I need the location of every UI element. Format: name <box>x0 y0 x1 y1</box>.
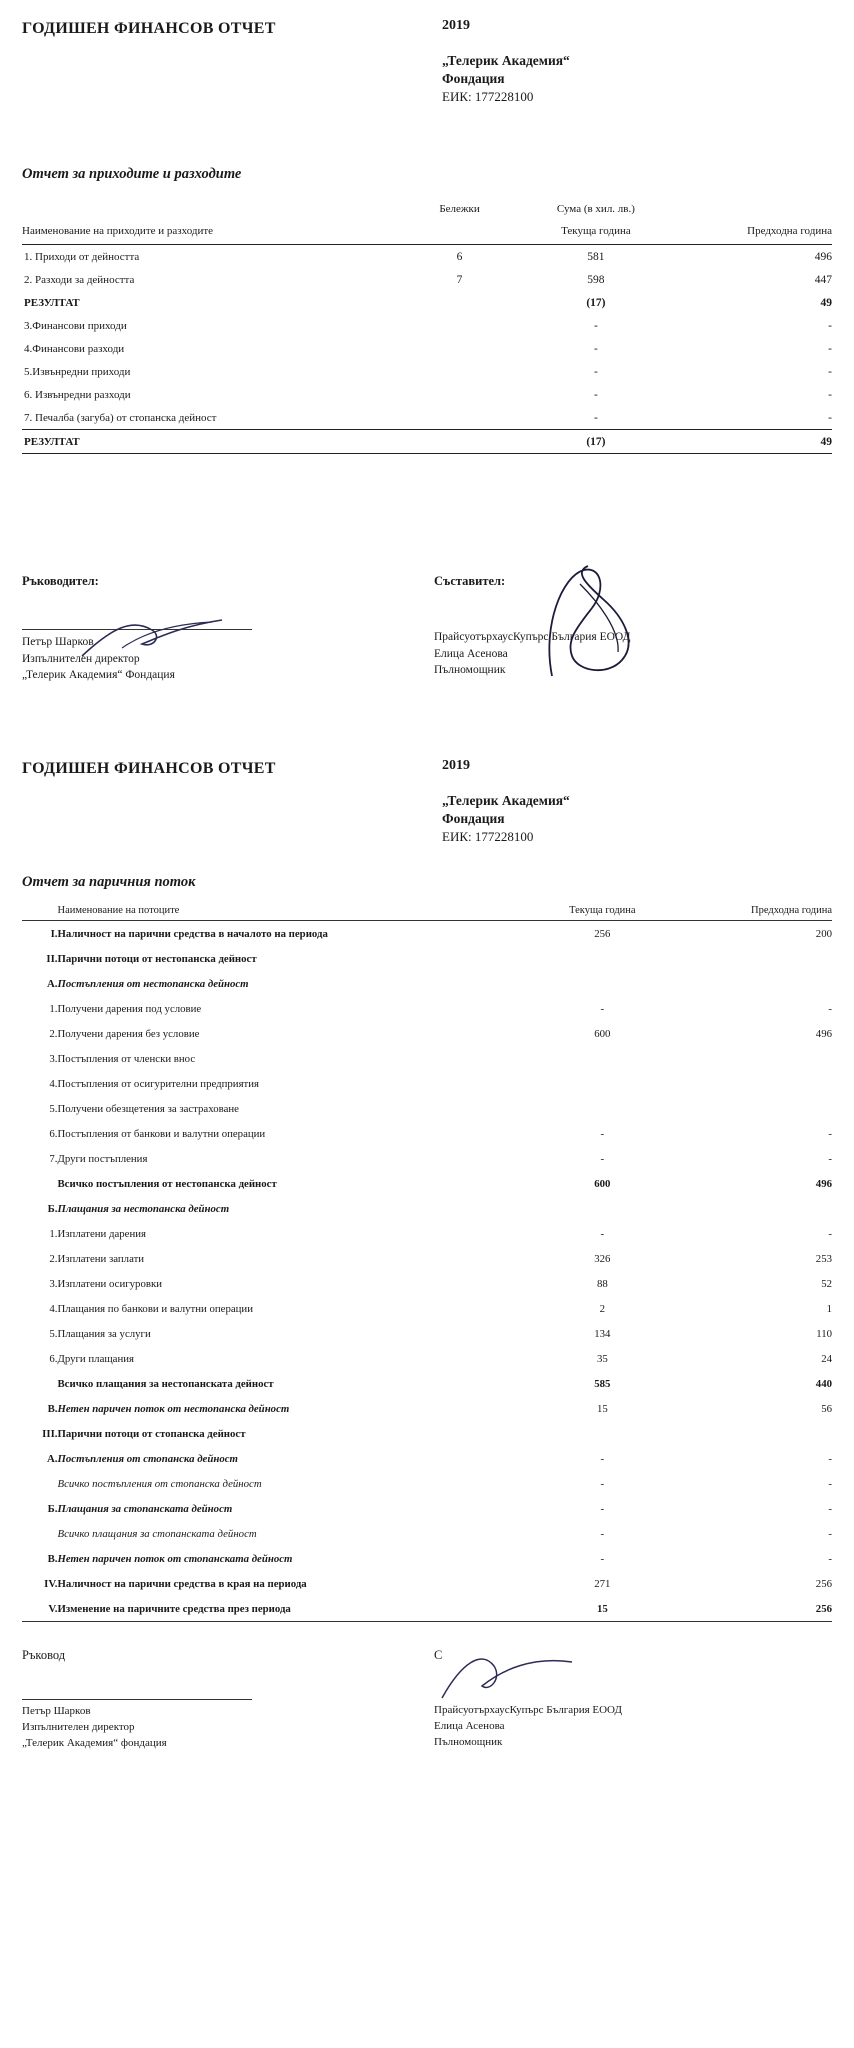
row-index: А. <box>46 1452 58 1465</box>
manager-label-2: Ръковод <box>22 1647 66 1662</box>
row-label: Всичко плащания за стопанската дейност <box>57 1527 257 1540</box>
previous-year-value <box>675 1071 832 1096</box>
table-row <box>22 1096 832 1121</box>
row-label: Изплатени дарения <box>57 1227 146 1240</box>
document-header <box>22 18 832 106</box>
row-label: Постъпления от банкови и валутни операции <box>57 1127 266 1140</box>
row-index: III. <box>42 1427 58 1440</box>
empty-cell <box>22 203 402 225</box>
previous-year-value: 440 <box>815 1377 832 1390</box>
table-row <box>22 1471 832 1496</box>
table-cell: - <box>828 411 832 424</box>
org-name-line2-2: Фондация <box>442 811 505 827</box>
row-label: Парични потоци от нестопанска дейност <box>57 952 257 965</box>
preparer-role: Пълномощник <box>434 664 506 677</box>
table-cell: - <box>828 365 832 378</box>
table-row <box>22 1046 832 1071</box>
current-year-value: - <box>600 1452 605 1465</box>
header-current-year: Текуща година <box>561 224 631 237</box>
current-year-value <box>529 1096 675 1121</box>
table-cell: - <box>593 411 598 424</box>
table-cell: 3.Финансови приходи <box>24 319 127 332</box>
table-cell: 6. Извънредни разходи <box>24 388 131 401</box>
table-cell: - <box>828 342 832 355</box>
cf-header-current: Текуща година <box>569 904 636 916</box>
row-index: 3. <box>49 1052 58 1065</box>
row-label: Плащания за услуги <box>57 1327 151 1340</box>
table-cell: - <box>828 388 832 401</box>
previous-year-value: 496 <box>815 1027 832 1040</box>
manager-signature-line <box>22 629 252 630</box>
previous-year-value: - <box>828 1227 832 1240</box>
previous-year-value <box>675 1421 832 1446</box>
row-index: 7. <box>49 1152 58 1165</box>
previous-year-value: - <box>828 1502 832 1515</box>
header-org-block <box>442 18 570 106</box>
manager-org: „Телерик Академия“ Фондация <box>22 669 175 682</box>
cf-header-name: Наименование на потоците <box>57 904 180 916</box>
header-notes: Бележки <box>439 202 480 215</box>
table-cell <box>402 406 517 430</box>
signature-block-page1 <box>22 574 832 684</box>
header-previous-year: Предходна година <box>747 224 832 237</box>
current-year-value <box>529 1196 675 1221</box>
current-year-value: 326 <box>594 1252 611 1265</box>
document-header-2 <box>22 758 832 846</box>
manager-org-2: „Телерик Академия“ фондация <box>22 1736 167 1749</box>
table-cell: 496 <box>814 250 832 263</box>
current-year-value: 600 <box>594 1177 611 1190</box>
preparer-company-2: ПрайсуотърхаусКупърс България ЕООД <box>434 1703 622 1716</box>
current-year-value: - <box>600 1552 605 1565</box>
table-row <box>22 383 832 406</box>
row-index: V. <box>22 1596 57 1622</box>
row-label: Наличност на парични средства в началото на периода <box>57 920 529 946</box>
previous-year-value: - <box>828 1152 832 1165</box>
income-statement-table <box>22 203 832 454</box>
row-label: Постъпления от осигурителни предприятия <box>57 1077 259 1090</box>
table-row <box>22 1571 832 1596</box>
table-row <box>22 314 832 337</box>
table-cell <box>402 337 517 360</box>
table-cell: 581 <box>587 250 605 263</box>
row-index: Б. <box>47 1202 58 1215</box>
row-index: В. <box>47 1402 58 1415</box>
table-header-row <box>22 203 832 225</box>
manager-signature-line-2 <box>22 1699 252 1700</box>
empty-cell <box>402 225 517 245</box>
manager-role-2: Изпълнителен директор <box>22 1720 135 1733</box>
manager-name: Петър Шарков <box>22 635 94 648</box>
row-index: IV. <box>44 1577 58 1590</box>
table-row <box>22 406 832 430</box>
table-row <box>22 1271 832 1296</box>
previous-year-value: - <box>828 1552 832 1565</box>
page-title-2: ГОДИШЕН ФИНАНСОВ ОТЧЕТ <box>22 760 276 777</box>
manager-role: Изпълнителен директор <box>22 652 140 665</box>
table-cell: - <box>593 319 598 332</box>
manager-signature-2 <box>22 1648 342 1752</box>
table-cell: 49 <box>820 296 832 309</box>
table-row <box>22 1421 832 1446</box>
table-cell <box>402 383 517 406</box>
previous-year-value <box>675 971 832 996</box>
page-1 <box>0 0 854 684</box>
previous-year-value: 496 <box>815 1177 832 1190</box>
row-label: Други постъпления <box>57 1152 148 1165</box>
row-label: Постъпления от членски внос <box>57 1052 196 1065</box>
row-label: Нетен паричен поток от нестопанска дейност <box>57 1402 290 1415</box>
table-cell: 5.Извънредни приходи <box>24 365 131 378</box>
previous-year-value: 1 <box>826 1302 832 1315</box>
row-index: 2. <box>49 1252 58 1265</box>
table-cell: 4.Финансови разходи <box>24 342 125 355</box>
previous-year-value: 24 <box>821 1352 832 1365</box>
preparer-label-2: С <box>434 1647 443 1662</box>
row-label: Всичко плащания за нестопанската дейност <box>57 1377 274 1390</box>
row-label: Изплатени заплати <box>57 1252 145 1265</box>
row-index: 5. <box>49 1102 58 1115</box>
row-index: 6. <box>49 1127 58 1140</box>
table-cell: - <box>828 319 832 332</box>
cf-header-previous: Предходна година <box>751 904 832 916</box>
table-row <box>22 1546 832 1571</box>
row-label: Нетен паричен поток от стопанската дейност <box>57 1552 293 1565</box>
table-cell <box>402 314 517 337</box>
row-label: Изменение на паричните средства през периода <box>57 1596 529 1622</box>
manager-name-2: Петър Шарков <box>22 1704 91 1717</box>
table-row <box>22 1246 832 1271</box>
table-cell: 447 <box>814 273 832 286</box>
current-year-value: 134 <box>594 1327 611 1340</box>
preparer-role-2: Пълномощник <box>434 1735 503 1748</box>
header-name-col: Наименование на приходите и разходите <box>22 224 214 237</box>
previous-year-value: 52 <box>821 1277 832 1290</box>
previous-year-value: - <box>828 1002 832 1015</box>
table-cell: - <box>593 365 598 378</box>
table-cell: 6 <box>456 250 463 263</box>
org-name-line2: Фондация <box>442 71 505 87</box>
current-year-value: - <box>600 1502 605 1515</box>
preparer-name-2: Елица Асенова <box>434 1719 505 1732</box>
table-row <box>22 1321 832 1346</box>
row-label: Получени дарения под условие <box>57 1002 202 1015</box>
table-cell: РЕЗУЛТАТ <box>24 435 80 448</box>
table-row <box>22 1146 832 1171</box>
cash-flow-title: Отчет за паричния поток <box>22 873 196 890</box>
empty-cell <box>675 203 832 225</box>
row-label: Плащания за нестопанска дейност <box>57 1202 230 1215</box>
preparer-signature-2 <box>434 1648 754 1752</box>
row-label: Постъпления от нестопанска дейност <box>57 977 249 990</box>
table-row <box>22 946 832 971</box>
current-year-value <box>529 1421 675 1446</box>
previous-year-value <box>675 1096 832 1121</box>
current-year-value: 600 <box>594 1027 611 1040</box>
row-label: Всичко постъпления от нестопанска дейност <box>57 1177 277 1190</box>
cash-flow-table <box>22 905 832 1622</box>
current-year-value <box>529 946 675 971</box>
row-index: 5. <box>49 1327 58 1340</box>
row-index: 4. <box>49 1302 58 1315</box>
org-eik: ЕИК: 177228100 <box>442 89 534 105</box>
table-row <box>22 1121 832 1146</box>
table-cell: РЕЗУЛТАТ <box>24 296 80 309</box>
table-row <box>22 1171 832 1196</box>
table-row <box>22 971 832 996</box>
table-row <box>22 920 832 946</box>
page-title: ГОДИШЕН ФИНАНСОВ ОТЧЕТ <box>22 20 276 37</box>
table-row <box>22 996 832 1021</box>
table-row <box>22 1521 832 1546</box>
table-cell: - <box>593 388 598 401</box>
table-row <box>22 1596 832 1622</box>
table-cell: 598 <box>587 273 605 286</box>
current-year-value: 15 <box>529 1596 675 1622</box>
org-eik-2: ЕИК: 177228100 <box>442 829 534 845</box>
manager-label: Ръководител: <box>22 573 99 588</box>
preparer-company: ПрайсуотърхаусКупърс България ЕООД <box>434 630 631 643</box>
table-cell: 49 <box>820 435 832 448</box>
row-label: Парични потоци от стопанска дейност <box>57 1427 246 1440</box>
table-row <box>22 244 832 268</box>
manager-signature <box>22 574 342 684</box>
row-index: 2. <box>49 1027 58 1040</box>
table-row <box>22 1446 832 1471</box>
table-cell: 1. Приходи от дейността <box>24 250 140 263</box>
previous-year-value: - <box>828 1477 832 1490</box>
previous-year-value: 256 <box>815 1577 832 1590</box>
org-name-line1: „Телерик Академия“ <box>442 53 570 68</box>
report-year-2: 2019 <box>442 758 470 773</box>
current-year-value: - <box>600 1477 605 1490</box>
row-label: Получени дарения без условие <box>57 1027 200 1040</box>
previous-year-value <box>675 1196 832 1221</box>
table-cell <box>402 291 517 314</box>
table-row <box>22 1346 832 1371</box>
table-row <box>22 337 832 360</box>
table-row <box>22 1221 832 1246</box>
row-label: Всичко постъпления от стопанска дейност <box>57 1477 262 1490</box>
previous-year-value <box>675 946 832 971</box>
table-total-row <box>22 429 832 453</box>
current-year-value: 271 <box>594 1577 611 1590</box>
table-row <box>22 1371 832 1396</box>
previous-year-value: - <box>828 1127 832 1140</box>
previous-year-value: 253 <box>815 1252 832 1265</box>
table-cell: 7. Печалба (загуба) от стопанска дейност <box>24 411 217 424</box>
current-year-value <box>529 971 675 996</box>
table-cell <box>402 360 517 383</box>
row-label: Плащания по банкови и валутни операции <box>57 1302 253 1315</box>
table-cell <box>402 429 517 453</box>
org-name-line1-2: „Телерик Академия“ <box>442 793 570 808</box>
table-cell: 7 <box>456 273 463 286</box>
table-row <box>22 1071 832 1096</box>
table-row <box>22 1296 832 1321</box>
previous-year-value <box>675 1046 832 1071</box>
row-label: Наличност на парични средства в края на периода <box>57 1577 307 1590</box>
previous-year-value: 256 <box>675 1596 832 1622</box>
row-index: 4. <box>49 1077 58 1090</box>
row-index <box>22 1171 57 1196</box>
previous-year-value: - <box>828 1452 832 1465</box>
previous-year-value: 200 <box>675 920 832 946</box>
row-index <box>22 1471 57 1496</box>
income-statement-title: Отчет за приходите и разходите <box>22 165 242 182</box>
table-cell: - <box>593 342 598 355</box>
current-year-value: - <box>600 1152 605 1165</box>
current-year-value: - <box>600 1227 605 1240</box>
current-year-value: 585 <box>594 1377 611 1390</box>
row-label: Получени обезщетения за застраховане <box>57 1102 239 1115</box>
cash-flow-header-row <box>22 905 832 921</box>
table-cell: (17) <box>586 435 606 448</box>
row-index <box>22 1371 57 1396</box>
current-year-value: 15 <box>596 1402 608 1415</box>
table-row <box>22 1496 832 1521</box>
row-index: I. <box>22 920 57 946</box>
report-year: 2019 <box>442 18 470 33</box>
table-row <box>22 268 832 291</box>
current-year-value: 88 <box>596 1277 608 1290</box>
table-row <box>22 291 832 314</box>
row-label: Други плащания <box>57 1352 134 1365</box>
previous-year-value: - <box>828 1527 832 1540</box>
preparer-label: Съставител: <box>434 573 506 588</box>
header-amount: Сума (в хил. лв.) <box>556 202 635 215</box>
row-index: А. <box>46 977 58 990</box>
row-index: 1. <box>49 1227 58 1240</box>
row-index: 3. <box>49 1277 58 1290</box>
row-index: 6. <box>49 1352 58 1365</box>
row-label: Постъпления от стопанска дейност <box>57 1452 238 1465</box>
current-year-value: 256 <box>529 920 675 946</box>
current-year-value: - <box>600 1127 605 1140</box>
header-org-block-2 <box>442 758 570 846</box>
row-index <box>22 1521 57 1546</box>
current-year-value <box>529 1046 675 1071</box>
row-index: 1. <box>49 1002 58 1015</box>
row-index: Б. <box>47 1502 58 1515</box>
row-index: II. <box>46 952 58 965</box>
table-row <box>22 1021 832 1046</box>
table-cell: 2. Разходи за дейността <box>24 273 135 286</box>
row-label: Плащания за стопанската дейност <box>57 1502 233 1515</box>
current-year-value: 2 <box>599 1302 606 1315</box>
previous-year-value: 56 <box>821 1402 832 1415</box>
row-index: В. <box>47 1552 58 1565</box>
table-row <box>22 1396 832 1421</box>
previous-year-value: 110 <box>816 1327 832 1340</box>
table-cell: (17) <box>586 296 606 309</box>
signature-block-page2 <box>22 1647 832 1749</box>
row-label: Изплатени осигуровки <box>57 1277 162 1290</box>
preparer-name: Елица Асенова <box>434 647 508 660</box>
table-row <box>22 360 832 383</box>
page-2 <box>0 732 854 1749</box>
current-year-value: - <box>600 1527 605 1540</box>
current-year-value: - <box>600 1002 605 1015</box>
empty-cell <box>22 905 57 921</box>
preparer-signature <box>434 574 754 684</box>
table-subheader-row <box>22 225 832 245</box>
current-year-value <box>529 1071 675 1096</box>
current-year-value: 35 <box>596 1352 608 1365</box>
table-row <box>22 1196 832 1221</box>
